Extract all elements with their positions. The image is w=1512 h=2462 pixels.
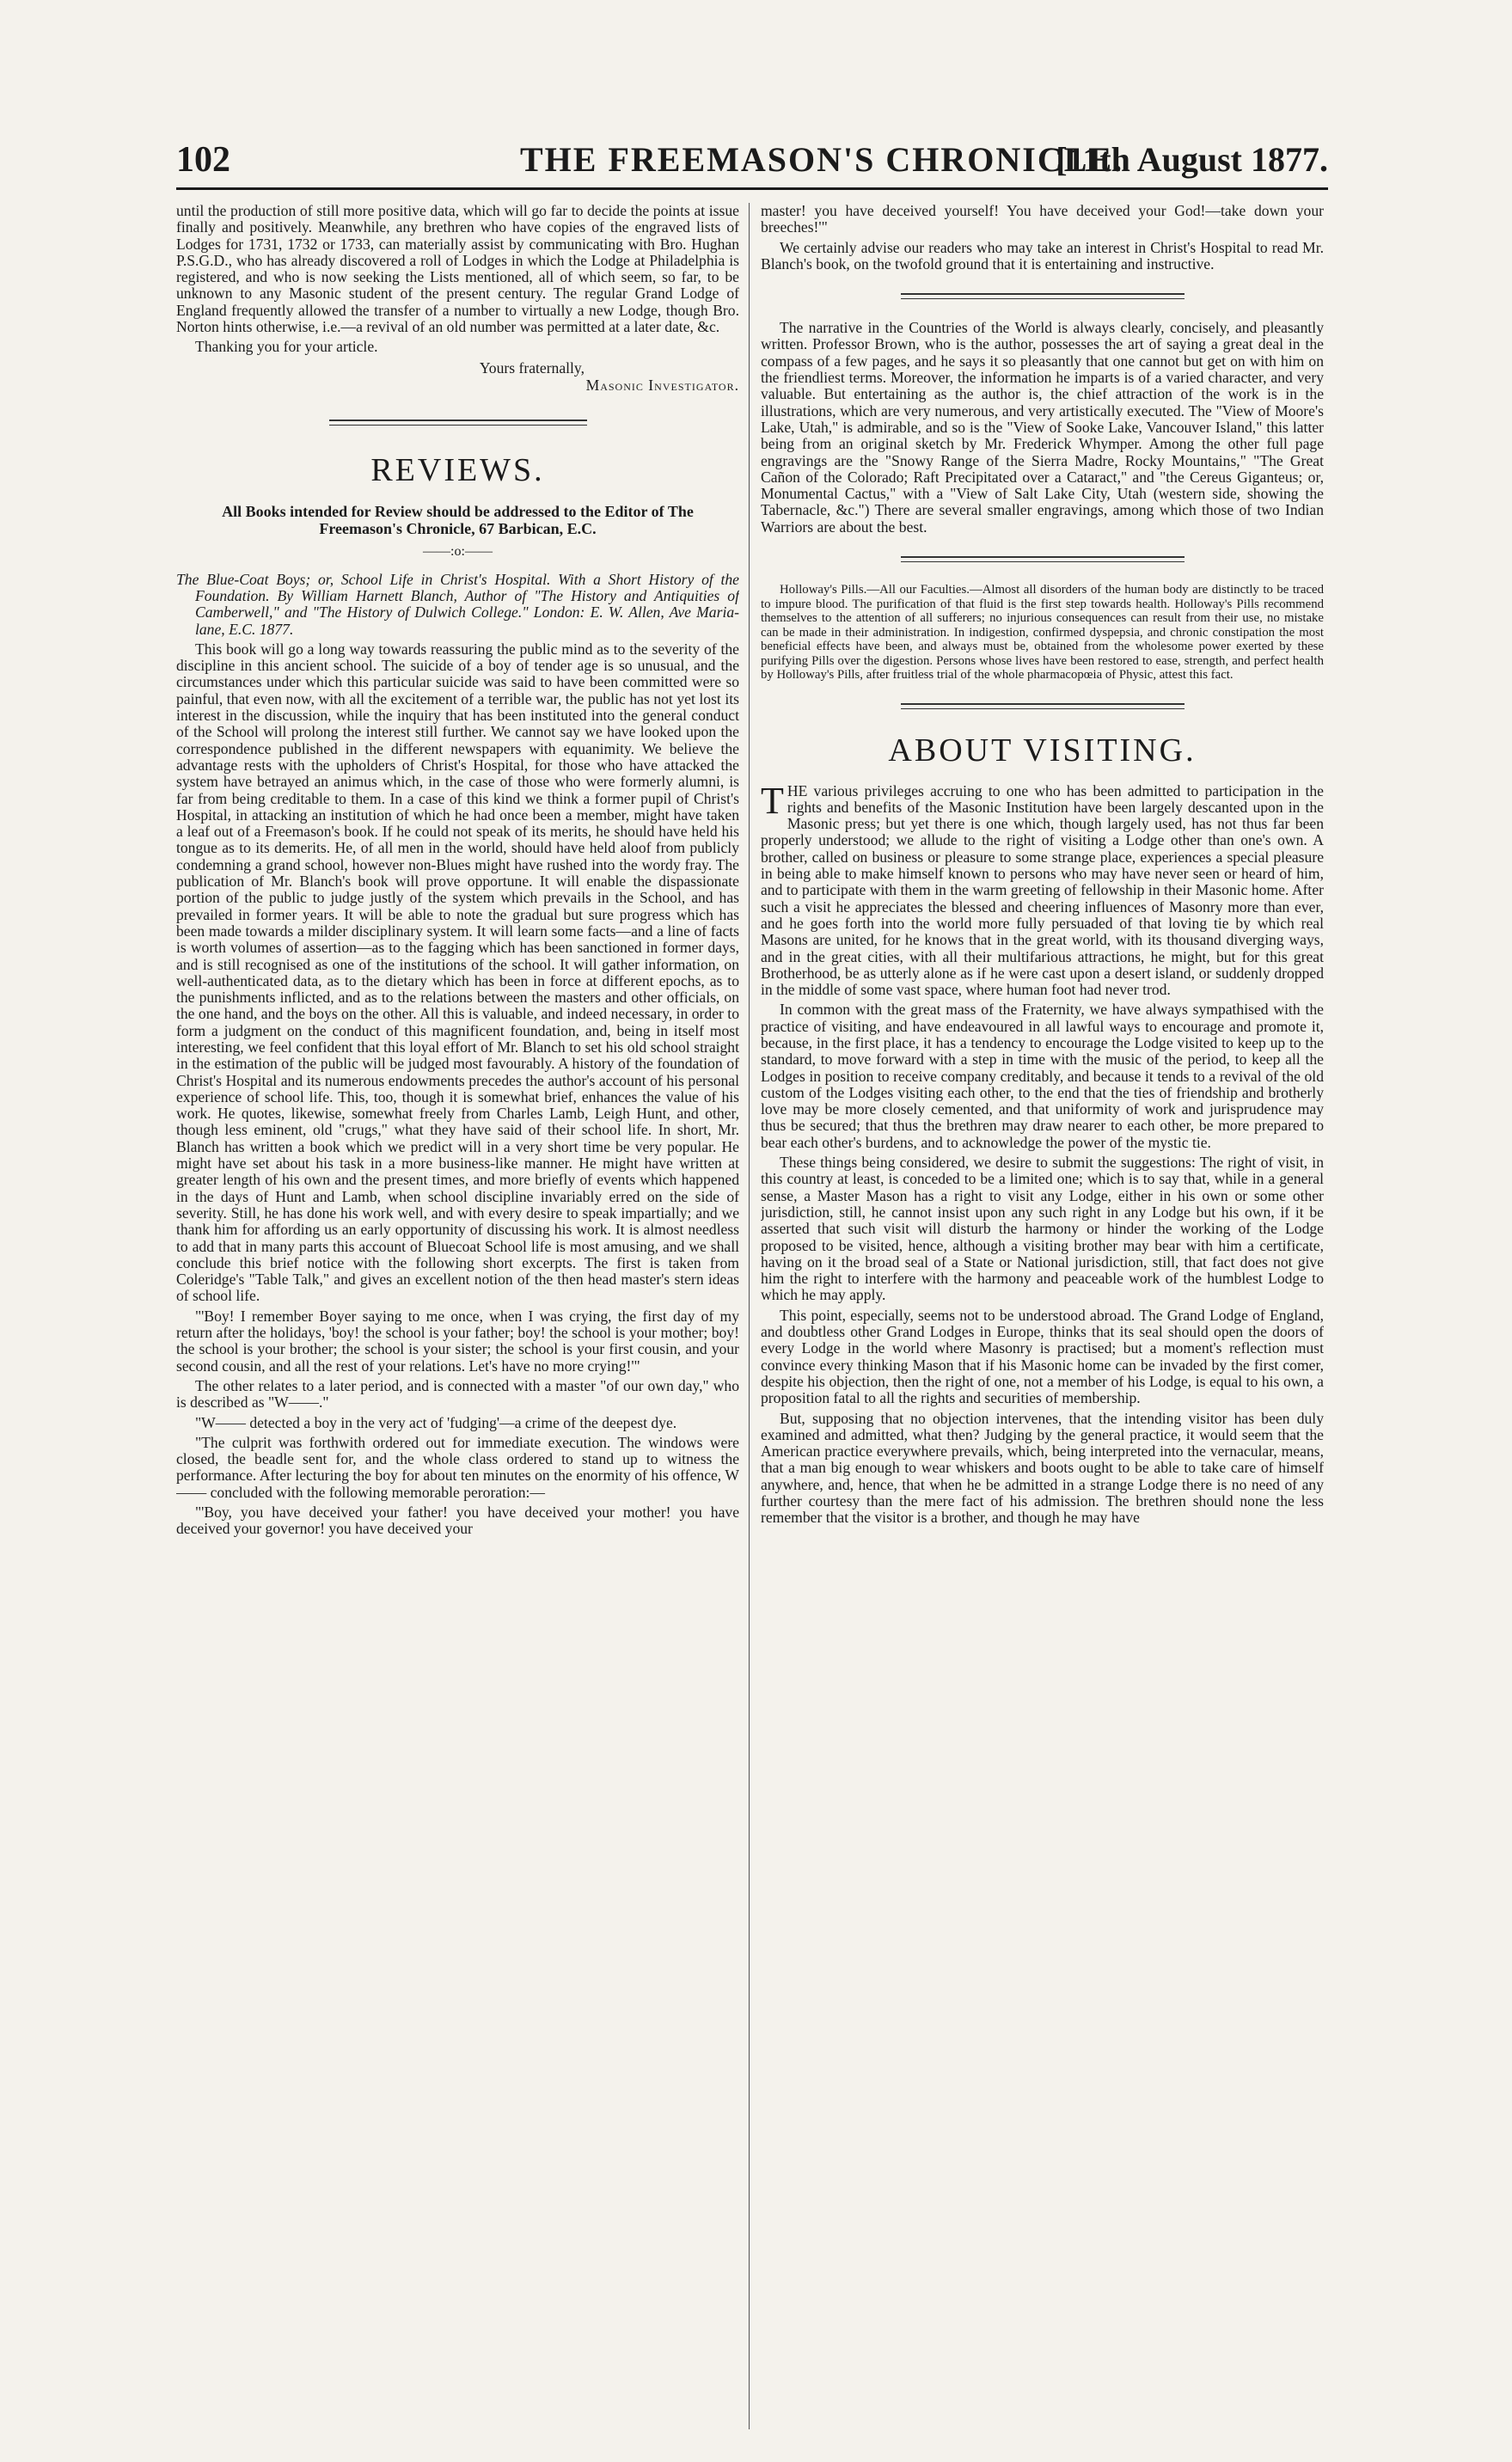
reviews-separator: ——:o:——	[423, 543, 493, 559]
column-divider	[749, 203, 750, 2429]
book-title-entry	[176, 572, 739, 638]
holloway-advert: Holloway's Pills.—All our Faculties.—Almost all disorders of the human body are distinctly to be traced to impure blood. The purification of that fluid is the first step towards health. Holloway's Pills recommend themselves to the attention of all sufferers; no injurious consequences can result from their use, no mistake can be made in their administration. In indigestion, confirmed dyspepsia, and chronic constipation the most beneficial effects have been, and always must be, obtained from the wholesome power exerted by these purifying Pills over the digestion. Persons whose lives have been restored to ease, strength, and perfect health by Holloway's Pills, after fruitless trial of the whole pharmacopœia of Physic, attest this fact.	[761, 583, 1324, 683]
letter-signature: Masonic Investigator.	[585, 376, 739, 394]
letter-thanks: Thanking you for your article.	[195, 338, 378, 356]
review-continued: We certainly advise our readers who may take an interest in Christ's Hospital to read Mr. Blanch's book, on the twofold ground that it is entertaining and instructive.	[761, 238, 1324, 273]
letter-closing: Yours fraternally,	[479, 358, 585, 377]
book-title: The Blue-Coat Boys; or, School Life in Christ's Hospital. With a Short History of the Foundation. By William Harnett Blanch, Author of "The History and Antiquities of Camberwell," and "The History of Dulwich College." London: E. W. Allen, Ave Maria-lane, E.C. 1877.	[176, 570, 739, 638]
letter-section	[176, 203, 739, 394]
review-paragraph: "'Boy! I remember Boyer saying to me once, when I was crying, the first day of my return after the holidays, 'boy! the school is your father; boy! the school is your mother; boy! the school is your brother; the school is your sister; the school is your first cousin, and your second cousin, and all the rest of your relations. Let's have no more crying!'"	[176, 1307, 739, 1375]
section-rule	[901, 293, 1185, 299]
review-paragraph: "W—— detected a boy in the very act of 'fudging'—a crime of the deepest dye.	[195, 1413, 677, 1431]
page-number: 102	[176, 140, 230, 180]
left-column	[176, 203, 739, 2428]
letter-body: until the production of still more positive data, which will go far to decide the points at issue finally and positively. Meanwhile, any brethren who have copies of the engraved lists of Lodges for 1731, 1732 or 1733, can materially assist by communicating with Bro. Hughan P.S.G.D., who has already discovered a roll of Lodges in which the Lodge at Philadelphia is registered, and who is now seeking the Lists mentioned, all of which seem, so far, to be unknown to any Masonic student of the present century. The regular Grand Lodge of England frequently allowed the transfer of a number to virtually a new Lodge, though Bro. Norton hints otherwise, i.e.—a revival of an old number was permitted at a later date, &c.	[176, 203, 739, 336]
review-paragraph: "'Boy, you have deceived your father! you have deceived your mother! you have deceived your governor! you have deceived your	[176, 1504, 739, 1538]
reviews-heading: REVIEWS.	[370, 451, 545, 488]
section-rule	[901, 556, 1185, 562]
right-column	[761, 203, 1324, 2428]
visiting-paragraph: This point, especially, seems not to be understood abroad. The Grand Lodge of England, and doubtless other Grand Lodges in Europe, thinks that its seal should open the doors of every Lodge in the world where Masonry is practised; but a moment's reflection must convince every thinking Mason that if his Masonic home can be invaded by the first comer, despite his objection, then the right of one, not a member of his Lodge, is equal to his own, a proposition fatal to all the rights and securities of membership.	[761, 1306, 1324, 1407]
reviews-notice: All Books intended for Review should be addressed to the Editor of The Freemason's Chronicle, 67 Barbican, E.C.	[222, 502, 694, 537]
review-paragraph: The other relates to a later period, and is connected with a master "of our own day," who is described as "W——."	[176, 1376, 739, 1412]
issue-date: [11th August 1877.	[1056, 140, 1328, 179]
section-rule	[901, 703, 1185, 709]
masthead	[176, 138, 1328, 190]
visiting-heading: ABOUT VISITING.	[888, 732, 1197, 769]
review-paragraph: "The culprit was forthwith ordered out for immediate execution. The windows were closed, the beadle sent for, and the whole class ordered to stand up to witness the performance. After lecturing the boy for about ten minutes on the enormity of his offence, W—— concluded with the following memorable peroration:—	[176, 1433, 739, 1501]
visiting-paragraph: But, supposing that no objection intervenes, that the intending visitor has been duly examined and admitted, what then? Judging by the general practice, it would seem that the American practice everywhere prevails, which, being interpreted into the vernacular, means, that a man big enough to wear whiskers and boots ought to be able to take care of himself anywhere, and, hence, that when he be admitted in a strange Lodge there is no need of any further courtesy than the mere fact of his admission. The brethren should none the less remember that the visitor is a brother, and though he may have	[761, 1409, 1324, 1527]
visiting-paragraph: THE various privileges accruing to one who has been admitted to participation in the rights and benefits of the Masonic Institution have been largely descanted upon in the Masonic press; but yet there is one which, though largely used, has not thus far been properly understood; we allude to the right of visiting a Lodge other than one's own. A brother, called on business or pleasure to some strange place, experiences a special pleasure in being able to make himself known to persons who may have never seen or heard of him, and to participate with them in the warm greeting of fellowship in their Masonic home. After such a visit he appreciates the blessed and cheering influences of Masonry more than ever, and he goes forth into the world more fully persuaded of that loving tie by which real Masons are united, for he knows that in the great world, with its thousand diverging ways, and in the great cities, with all their multifarious attractions, he might, but for this great Brotherhood, be as utterly alone as if he were cast upon a desert island, or suddenly dropped in the middle of some vast space, where human foot had never trod.	[761, 779, 1324, 999]
review-continued: master! you have deceived yourself! You have deceived your God!—take down your breeches!'"	[761, 203, 1324, 236]
section-rule	[329, 420, 587, 426]
visiting-paragraph: In common with the great mass of the Fraternity, we have always sympathised with the practice of visiting, and have endeavoured in all lawful ways to encourage and promote it, because, in the first place, it has a tendency to encourage the Lodge visited to keep up to the standard, to move forward with a step in time with the music of the period, to keep all the Lodges in position to receive company creditably, and because it tends to a revival of the old custom of the Lodges visiting each other, to the end that the ties of friendship and brotherly love may be more closely cemented, and that uniformity of work and jurisprudence may thus be secured; that thus the brethren may draw nearer to each other, be more prepared to bear each other's burdens, and to acknowledge the power of the mystic tie.	[761, 1001, 1324, 1151]
newspaper-title: THE FREEMASON'S CHRONICLE.	[520, 140, 1124, 179]
review-paragraph: This book will go a long way towards reassuring the public mind as to the severity of the discipline in this ancient school. The suicide of a boy of tender age is so unusual, and the circumstances under which this particular suicide was said to have been committed were so painful, that even now, with all the excitement of a terrible war, the public has not yet lost its interest in the discussion, while the inquiry that has been instituted into the general conduct of the School will prolong the interest still further. We cannot say we have looked upon the correspondence published in the different newspapers with equanimity. We believe the advantage rests with the upholders of Christ's Hospital, for those who have attacked the system have betrayed an animus which, in the case of those who were formerly alumni, is far from being creditable to them. In a case of this kind we think a former pupil of Christ's Hospital, in attacking an institution of which he had once been a member, might have taken a leaf out of a Freemason's book. If he could not speak of its merits, he should have held his tongue as to its demerits. He, of all men in the world, should have held aloof from publicly condemning a grand school, however non-Blues might have rushed into the wordy fray. The publication of Mr. Blanch's book will prove opportune. It will enable the dispassionate portion of the public to judge justly of the system which prevails in the School, and has prevailed in former years. It will be able to note the gradual but sure progress which has been made towards a milder disciplinary system. It will learn some facts—and a line of facts is worth volumes of assertion—as to the fagging which has been sanctioned in former days, and is still recognised as one of the institutions of the school. It will gather information, on well-authenticated data, as to the dietary which has been in force at different epochs, as to the punishments inflicted, and as to the relations between the masters and other officials, on the one hand, and the boys on the other. All this is valuable, and indeed necessary, in order to form a judgment on the conduct of this magnificent foundation, and, being in itself most interesting, we feel confident that this loyal effort of Mr. Blanch to set his old school straight in the estimation of the public will be judged most favourably. A history of the foundation of Christ's Hospital and its numerous endowments precedes the author's account of his personal experience of school life. This, too, though it is somewhat brief, enhances the value of his work. He quotes, likewise, somewhat freely from Charles Lamb, Leigh Hunt, and other, though less eminent, old "crugs," what they have said of their school life. In short, Mr. Blanch has written a book which we predict will in a very short time be very popular. He might have set about his task in a more business-like manner. He might have written at greater length of his own and the present times, and more briefly of events which happened in the days of Hunt and Lamb, when school discipline invariably erred on the side of severity. Still, he has done his work well, and with every desire to speak impartially; and we thank him for affording us an early opportunity of discussing his work. It is almost needless to add that in many parts this account of Bluecoat School life is most amusing, and we shall conclude this brief notice with the following short excerpts. The first is taken from Coleridge's "Table Talk," and gives an excellent notion of the then head master's stern ideas of school life.	[176, 640, 739, 1305]
visiting-paragraph: These things being considered, we desire to submit the suggestions: The right of visit, in this country at least, is conceded to be a limited one; which is to say that, while in a general sense, a Master Mason has a right to visit any Lodge, either in his own or some other jurisdiction, still, he cannot insist upon any such right in any Lodge but his own, if it be asserted that such visit will disturb the harmony or hinder the working of the Lodge proposed to be visited, hence, although a visiting brother may bear with him a certificate, having on it the broad seal of a State or National jurisdiction, still, that fact does not give him the right to interfere with the harmony and peaceable work of the humblest Lodge to which he may apply.	[761, 1154, 1324, 1304]
countries-review: The narrative in the Countries of the World is always clearly, concisely, and pleasantly written. Professor Brown, who is the author, possesses the art of saying a great deal in the compass of a few pages, and he says it so pleasantly that one cannot but get on with him on the friendliest terms. Moreover, the information he imparts is of a varied character, and very valuable. But entertaining as the author is, the chief attraction of the work is in the illustrations, which are very numerous, and very artistically executed. The "View of Moore's Lake, Utah," is admirable, and so is the "View of Sooke Lake, Vancouver Island," this latter being from an original sketch by Mr. Frederick Whymper. Among the other full page engravings are the "Snowy Range of the Sierra Madre, Rocky Mountains," "The Great Cañon of the Colorado; Raft Precipitated over a Cataract," and "the Cereus Giganteus; or, Monumental Cactus," with a "View of Salt Lake City, Utah (western side, showing the Tabernacle, &c.") There are several smaller engravings, among which those of two Indian Warriors are about the best.	[761, 319, 1324, 536]
